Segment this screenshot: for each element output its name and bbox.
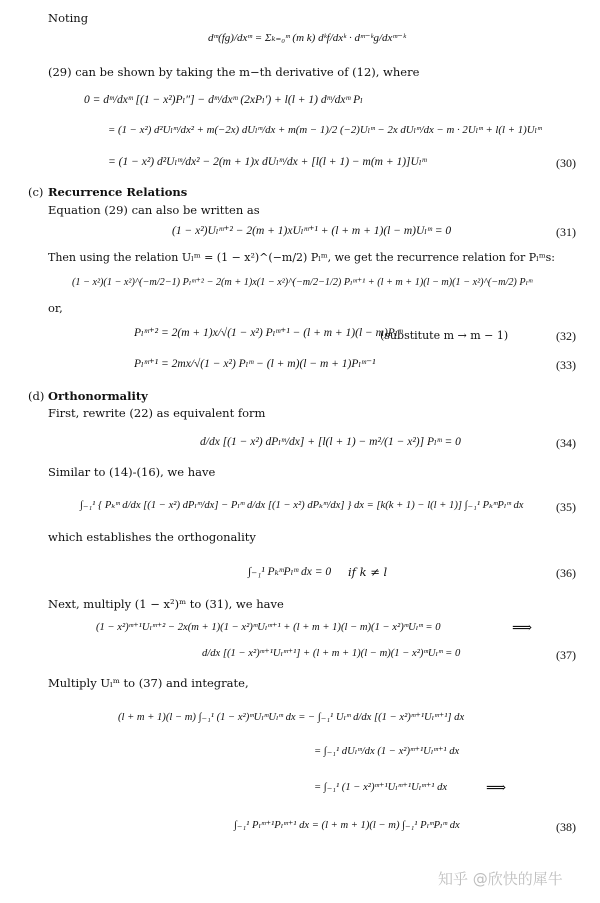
equation-37-line1: (1 − x²)ᵐ⁺¹Uₗᵐ⁺² − 2x(m + 1)(1 − x²)ᵐUₗᵐ⁺¹ + (l + m + 1)(l − m)(1 − x²)ᵐUₗᵐ = 0 (96, 622, 441, 633)
equation-31: (1 − x²)Uₗᵐ⁺² − 2(m + 1)xUₗᵐ⁺¹ + (l + m + 1)(l − m)Uₗᵐ = 0 (172, 225, 452, 237)
watermark: 知乎 @欣快的犀牛 (438, 870, 563, 888)
equation-32: Pₗᵐ⁺² = 2(m + 1)x/√(1 − x²) Pₗᵐ⁺¹ − (l + m + 1)(l − m)Pₗᵐ (134, 327, 403, 339)
equation-leibniz: dᵐ(fg)/dxᵐ = Σₖ₌₀ᵐ (m k) dᵏf/dxᵏ · dᵐ⁻ᵏg/dxᵐ⁻ᵏ (208, 32, 406, 44)
equation-33: Pₗᵐ⁺¹ = 2mx/√(1 − x²) Pₗᵐ − (l + m)(l − m + 1)Pₗᵐ⁻¹ (134, 358, 376, 370)
section-d-text4: Next, multiply (1 − x²)ᵐ to (31), we have (48, 597, 284, 611)
equation-number-34: (34) (556, 436, 576, 450)
equation-number-35: (35) (556, 500, 576, 514)
text-or: or, (48, 301, 63, 315)
section-d-text3: which establishes the orthogonality (48, 530, 256, 544)
section-d-text1: First, rewrite (22) as equivalent form (48, 406, 266, 420)
equation-number-38: (38) (556, 820, 576, 834)
equation-number-37: (37) (556, 648, 576, 662)
section-d-text2: Similar to (14)-(16), we have (48, 465, 216, 479)
equation-38-line1: (l + m + 1)(l − m) ∫₋₁¹ (1 − x²)ᵐUₗᵐUₗᵐ dx = − ∫₋₁¹ Uₗᵐ d/dx [(1 − x²)ᵐ⁺¹Uₗᵐ⁺¹] dx (118, 712, 465, 723)
section-c-letter: (c) (28, 185, 44, 199)
text-noting: Noting (48, 11, 89, 25)
equation-number-33: (33) (556, 358, 576, 372)
equation-30-line2: = (1 − x²) d²Uₗᵐ/dx² + m(−2x) dUₗᵐ/dx + m(m − 1)/2 (−2)Uₗᵐ − 2x dUₗᵐ/dx − m · 2Uₗᵐ + l(l + 1)Uₗᵐ (108, 124, 542, 136)
equation-38-line3: = ∫₋₁¹ (1 − x²)ᵐ⁺¹Uₗᵐ⁺¹Uₗᵐ⁺¹ dx (314, 782, 448, 793)
equation-34: d/dx [(1 − x²) dPₗᵐ/dx] + [l(l + 1) − m²/(1 − x²)] Pₗᵐ = 0 (200, 436, 461, 448)
equation-38-line4: ∫₋₁¹ Pₗᵐ⁺¹Pₗᵐ⁺¹ dx = (l + m + 1)(l − m) ∫₋₁¹ PₗᵐPₗᵐ dx (234, 820, 460, 831)
section-c-title: Recurrence Relations (48, 185, 188, 199)
equation-30-line1: 0 = dᵐ/dxᵐ [(1 − x²)Pₗ″] − dᵐ/dxᵐ (2xPₗ′) + l(l + 1) dᵐ/dxᵐ Pₗ (84, 94, 363, 106)
equation-number-30: (30) (556, 156, 576, 170)
equation-36-condition: if k ≠ l (348, 565, 388, 579)
equation-number-31: (31) (556, 225, 576, 239)
section-c-text2: Then using the relation Uₗᵐ = (1 − x²)^(−m/2) Pₗᵐ, we get the recurrence relation for Pₗᵐs: (48, 251, 555, 264)
equation-36: ∫₋₁¹ PₖᵐPₗᵐ dx = 0 (248, 566, 332, 578)
equation-37-line2: d/dx [(1 − x²)ᵐ⁺¹Uₗᵐ⁺¹] + (l + m + 1)(l − m)(1 − x²)ᵐUₗᵐ = 0 (202, 648, 461, 659)
equation-38-line2: = ∫₋₁¹ dUₗᵐ/dx (1 − x²)ᵐ⁺¹Uₗᵐ⁺¹ dx (314, 746, 460, 757)
equation-32-note: (substitute m → m − 1) (380, 329, 509, 342)
implies-arrow-37: ⟹ (512, 620, 533, 636)
equation-35: ∫₋₁¹ { Pₖᵐ d/dx [(1 − x²) dPₗᵐ/dx] − Pₗᵐ d/dx [(1 − x²) dPₖᵐ/dx] } dx = [k(k + 1) − l(l + 1)] ∫₋₁¹ PₖᵐPₗᵐ dx (80, 500, 524, 511)
text-line-29: (29) can be shown by taking the m−th derivative of (12), where (48, 65, 420, 79)
equation-number-36: (36) (556, 566, 576, 580)
equation-recurrence-long: (1 − x²)(1 − x²)^(−m/2−1) Pₗᵐ⁺² − 2(m + 1)x(1 − x²)^(−m/2−1/2) Pₗᵐ⁺¹ + (l + m + 1)(l − m)(1 − x²)^(−m/2) Pₗᵐ (72, 277, 533, 288)
implies-arrow-38: ⟹ (486, 780, 507, 796)
section-c-text1: Equation (29) can also be written as (48, 203, 260, 217)
equation-number-32: (32) (556, 329, 576, 343)
equation-30-line3: = (1 − x²) d²Uₗᵐ/dx² − 2(m + 1)x dUₗᵐ/dx + [l(l + 1) − m(m + 1)]Uₗᵐ (108, 156, 427, 168)
section-d-title: Orthonormality (48, 389, 148, 403)
section-d-text5: Multiply Uₗᵐ to (37) and integrate, (48, 676, 249, 690)
section-d-letter: (d) (28, 389, 45, 403)
